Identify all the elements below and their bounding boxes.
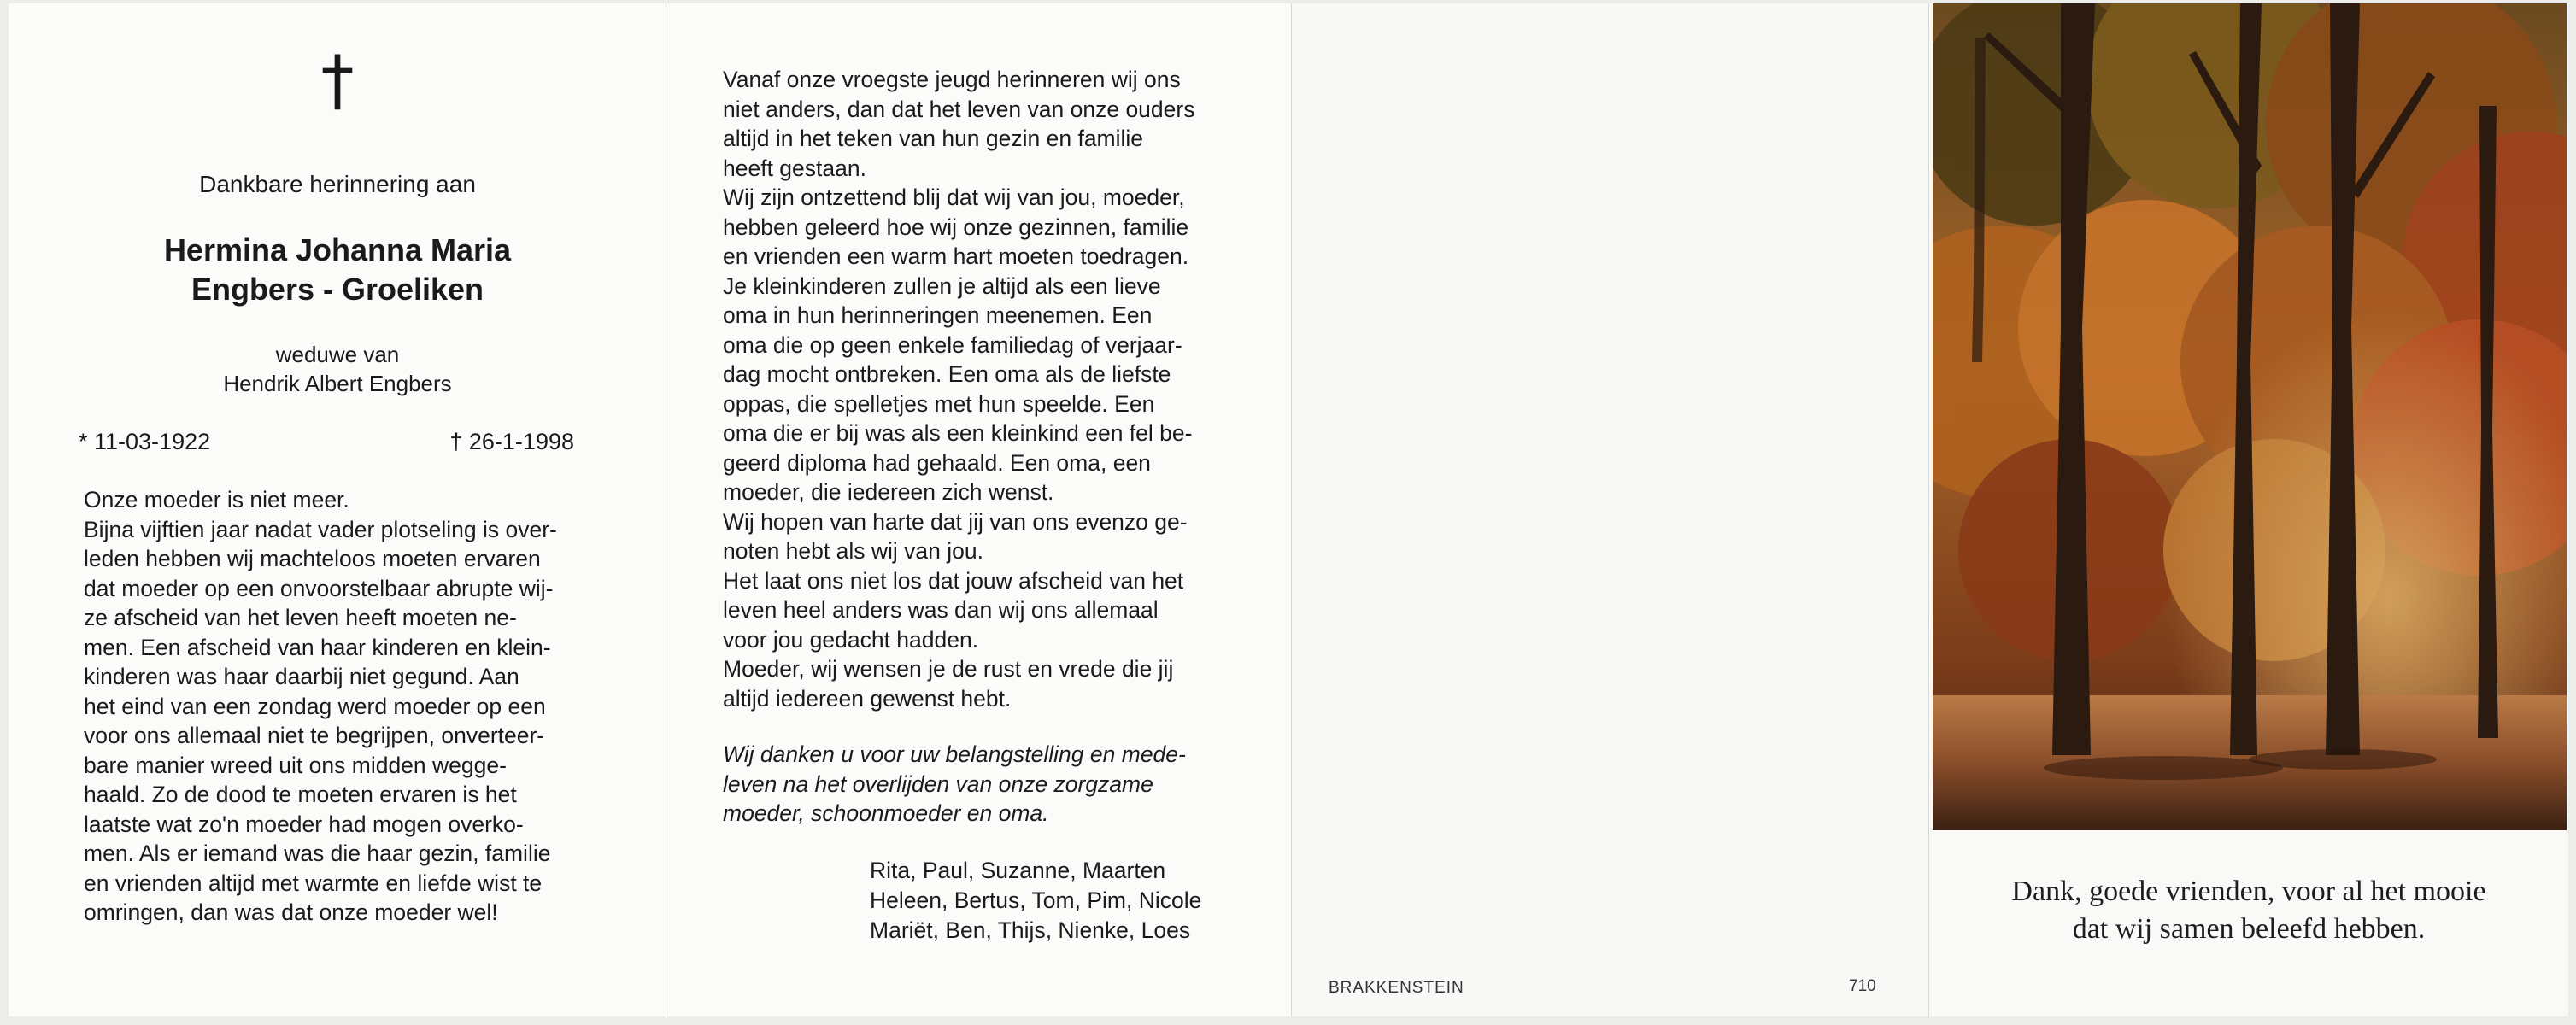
text-line: Onze moeder is niet meer. bbox=[84, 487, 349, 512]
text-line: haald. Zo de dood te moeten ervaren is het bbox=[84, 782, 517, 807]
text-line: dag mocht ontbreken. Een oma als de liefste bbox=[723, 361, 1171, 387]
cross-icon: † bbox=[320, 43, 355, 120]
signature-line: Rita, Paul, Suzanne, Maarten bbox=[870, 858, 1166, 883]
text-line: het eind van een zondag werd moeder op een bbox=[84, 693, 546, 719]
text-line: omringen, dan was dat onze moeder wel! bbox=[84, 899, 498, 925]
text-line: Bijna vijftien jaar nadat vader plotseling is over- bbox=[84, 516, 557, 542]
text-line: heeft gestaan. bbox=[723, 155, 866, 181]
text-line: oppas, die spelletjes met hun speelde. Een bbox=[723, 390, 1155, 417]
text-line: moeder, schoonmoeder en oma. bbox=[723, 800, 1049, 826]
text-line: leden hebben wij machteloos moeten ervaren bbox=[84, 546, 541, 571]
text-line: oma in hun herinneringen meenemen. Een bbox=[723, 302, 1153, 328]
text-line: altijd iedereen gewenst hebt. bbox=[723, 685, 1012, 712]
text-line: leven heel anders was dan wij ons allemaal bbox=[723, 597, 1159, 623]
text-line: leven na het overlijden van onze zorgzame bbox=[723, 770, 1153, 797]
deceased-name-line1: Hermina Johanna Maria bbox=[163, 232, 512, 267]
text-line: Wij zijn ontzettend blij dat wij van jou, moeder, bbox=[723, 184, 1185, 210]
widow-of-label: weduwe van bbox=[275, 342, 400, 367]
intro-text: Dankbare herinnering aan bbox=[199, 171, 476, 197]
memorial-text-column2 bbox=[723, 65, 1239, 713]
card-panel-cover bbox=[1929, 3, 2568, 1016]
text-line: laatste wat zo'n moeder had mogen overko- bbox=[84, 811, 524, 837]
text-line: altijd in het teken van hun gezin en familie bbox=[723, 126, 1144, 151]
deceased-name-line2: Engbers - Groeliken bbox=[191, 272, 484, 307]
card-panel-front bbox=[9, 3, 666, 1016]
memorial-text-column1 bbox=[84, 485, 601, 928]
text-line: men. Als er iemand was die haar gezin, familie bbox=[84, 840, 551, 866]
text-line: geerd diploma had gehaald. Een oma, een bbox=[723, 449, 1151, 476]
text-line: Wij hopen van harte dat jij van ons evenzo ge- bbox=[723, 508, 1188, 535]
text-line: niet anders, dan dat het leven van onze ouders bbox=[723, 96, 1195, 122]
card-panel-back bbox=[1292, 3, 1929, 1016]
family-signatures bbox=[870, 856, 1201, 946]
thanks-text bbox=[723, 740, 1239, 829]
text-line: en vrienden altijd met warmte en liefde wist te bbox=[84, 870, 543, 896]
text-line: Het laat ons niet los dat jouw afscheid van het bbox=[723, 567, 1184, 594]
autumn-forest-image bbox=[1933, 3, 2567, 830]
text-line: ze afscheid van het leven heeft moeten ne- bbox=[84, 605, 517, 630]
text-line: men. Een afscheid van haar kinderen en klein- bbox=[84, 634, 551, 660]
spouse-name: Hendrik Albert Engbers bbox=[223, 371, 452, 396]
text-line: Vanaf onze vroegste jeugd herinneren wij ons bbox=[723, 67, 1181, 92]
birth-date: * 11-03-1922 bbox=[79, 429, 211, 454]
printer-mark: BRAKKENSTEIN bbox=[1329, 979, 1464, 997]
text-line: Moeder, wij wensen je de rust en vrede die jij bbox=[723, 656, 1174, 682]
text-line: oma die er bij was als een kleinkind een fel be- bbox=[723, 420, 1193, 446]
text-line: Wij danken u voor uw belangstelling en mede- bbox=[723, 741, 1186, 767]
text-line: voor ons allemaal niet te begrijpen, onverteer- bbox=[84, 723, 545, 748]
signature-line: Mariët, Ben, Thijs, Nienke, Loes bbox=[870, 917, 1191, 943]
text-line: dat moeder op een onvoorstelbaar abrupte wij- bbox=[84, 575, 554, 601]
text-line: en vrienden een warm hart moeten toedragen. bbox=[723, 243, 1189, 269]
card-panel-inside bbox=[666, 3, 1292, 1016]
text-line: noten hebt als wij van jou. bbox=[723, 538, 983, 564]
text-line: Je kleinkinderen zullen je altijd als een lieve bbox=[723, 272, 1161, 299]
quote-line: Dank, goede vrienden, voor al het mooie bbox=[2011, 876, 2486, 907]
text-line: kinderen was haar daarbij niet gegund. Aan bbox=[84, 664, 519, 689]
text-line: voor jou gedacht hadden. bbox=[723, 626, 979, 653]
text-line: bare manier wreed uit ons midden wegge- bbox=[84, 752, 507, 778]
print-code: 710 bbox=[1849, 977, 1876, 995]
text-line: moeder, die iedereen zich wenst. bbox=[723, 479, 1054, 505]
signature-line: Heleen, Bertus, Tom, Pim, Nicole bbox=[870, 887, 1202, 913]
cover-quote bbox=[1929, 873, 2568, 948]
text-line: oma die op geen enkele familiedag of verjaar- bbox=[723, 331, 1182, 358]
text-line: hebben geleerd hoe wij onze gezinnen, familie bbox=[723, 214, 1189, 240]
death-date: † 26-1-1998 bbox=[449, 429, 574, 454]
quote-line: dat wij samen beleefd hebben. bbox=[2072, 913, 2426, 945]
